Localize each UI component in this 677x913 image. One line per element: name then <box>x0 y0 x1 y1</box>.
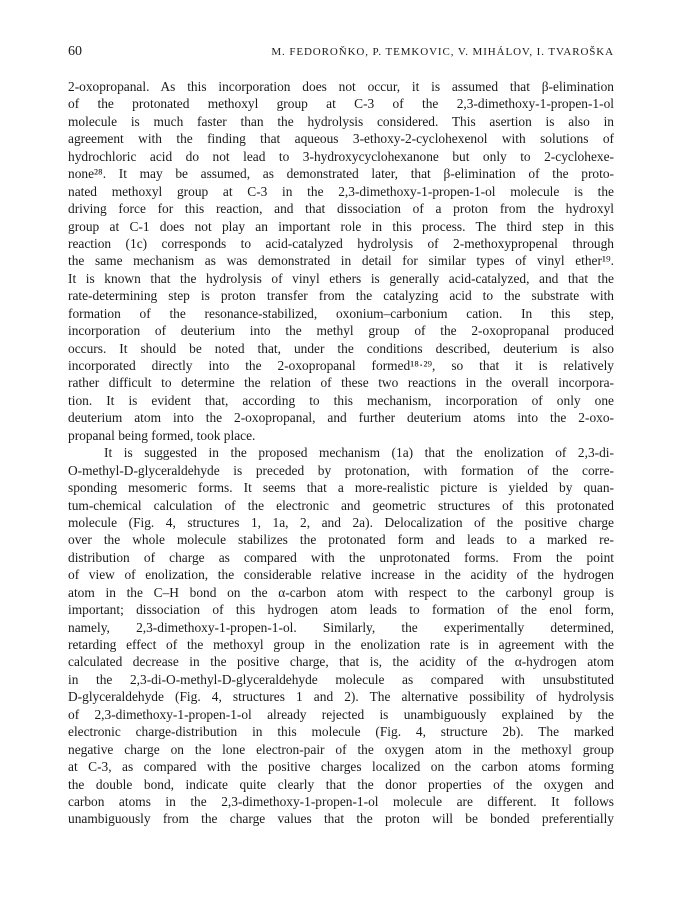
text-line: of the protonated methoxyl group at C-3 of the 2,3-dimethoxy-1-propen-1-ol <box>68 96 614 112</box>
text-line: agreement with the finding that aqueous 3-ethoxy-2-cyclohexenol with solutions of <box>68 131 614 147</box>
text-line: tion. It is evident that, according to this mechanism, incorporation of only one <box>68 392 614 408</box>
running-head-authors: M. FEDOROŇKO, P. TEMKOVIC, V. MIHÁLOV, I. TVAROŠKA <box>271 46 614 58</box>
text-line: atom in the C–H bond on the α-carbon atom with respect to the carbonyl group is <box>68 584 614 600</box>
text-line: 2-oxopropanal. As this incorporation does not occur, it is assumed that β-elimination <box>68 79 614 94</box>
text-line: rather difficult to determine the relation of these two reactions in the overall incorpora- <box>68 375 614 391</box>
text-line: incorporated directly into the 2-oxopropanal formed¹⁸·²⁹, so that it is relatively <box>68 358 614 373</box>
text-line: in the 2,3-di-O-methyl-D-glyceraldehyde molecule as compared with unsubstituted <box>68 671 614 687</box>
text-line: driving force for this reaction, and that dissociation of a proton from the hydroxyl <box>68 201 614 217</box>
paragraph-end-line: propanal being formed, took place. <box>68 427 256 443</box>
text-line: of 2,3-dimethoxy-1-propen-1-ol already rejected is unambiguously explained by the <box>68 706 614 722</box>
text-line: deuterium atom into the 2-oxopropanal, and further deuterium atoms into the 2-oxo- <box>68 410 614 426</box>
text-line: O-methyl-D-glyceraldehyde is preceded by protonation, with formation of the corre- <box>68 462 614 478</box>
text-line: molecule is much faster than the hydrolysis considered. This asertion is also in <box>68 113 614 129</box>
text-line: the same mechanism as was demonstrated in detail for similar types of vinyl ether¹⁹. <box>68 253 614 269</box>
text-line: of view of enolization, the considerable relative increase in the acidity of the hydrogen <box>68 567 614 583</box>
page-header <box>68 44 614 64</box>
text-line: retarding effect of the methoxyl group in the enolization rate is in agreement with the <box>68 637 614 652</box>
text-line: occurs. It should be noted that, under the conditions described, deuterium is also <box>68 340 614 356</box>
text-line: hydrochloric acid do not lead to 3-hydroxycyclohexanone but only to 2-cyclohexe- <box>68 148 614 164</box>
text-line: reaction (1c) corresponds to acid-catalyzed hydrolysis of 2-methoxypropenal through <box>68 235 614 251</box>
text-line: distribution of charge as compared with the unprotonated forms. From the point <box>68 549 614 565</box>
text-line: namely, 2,3-dimethoxy-1-propen-1-ol. Similarly, the experimentally determined, <box>68 619 614 635</box>
text-line: calculated decrease in the positive charge, that is, the acidity of the α-hydrogen atom <box>68 654 614 670</box>
text-line: over the whole molecule stabilizes the protonated form and leads to a marked re- <box>68 532 614 548</box>
text-line: carbon atoms in the 2,3-dimethoxy-1-propen-1-ol molecule are different. It follows <box>68 793 614 809</box>
text-line: unambiguously from the charge values that the proton will be bonded preferentially <box>68 811 614 827</box>
text-line: incorporation of deuterium into the methyl group of the 2-oxopropanal produced <box>68 323 614 339</box>
text-line: nated methoxyl group at C-3 in the 2,3-dimethoxy-1-propen-1-ol molecule is the <box>68 183 614 199</box>
text-line: group at C-1 does not play an important role in this process. The third step in this <box>68 218 614 234</box>
page-number: 60 <box>68 44 82 59</box>
text-line: electronic charge-distribution in this molecule (Fig. 4, structure 2b). The marked <box>68 724 614 740</box>
text-line: none²⁸. It may be assumed, as demonstrated later, that β-elimination of the proto- <box>68 166 614 182</box>
text-line: important; dissociation of this hydrogen atom leads to formation of the enol form, <box>68 602 614 618</box>
text-line: It is known that the hydrolysis of vinyl ethers is generally acid-catalyzed, and that the <box>68 270 614 286</box>
paragraph-start-line: It is suggested in the proposed mechanism (1a) that the enolization of 2,3-di- <box>104 445 614 461</box>
text-line: sponding mesomeric forms. It seems that a more-realistic picture is yielded by quan- <box>68 480 614 496</box>
body-text <box>68 78 614 828</box>
text-line: D-glyceraldehyde (Fig. 4, structures 1 and 2). The alternative possibility of hydrolysis <box>68 689 614 705</box>
text-line: negative charge on the lone electron-pair of the oxygen atom in the methoxyl group <box>68 741 614 757</box>
text-line: tum-chemical calculation of the electronic and geometric structures of this protonated <box>68 497 614 513</box>
text-line: the double bond, indicate quite clearly that the donor properties of the oxygen and <box>68 776 614 792</box>
text-line: molecule (Fig. 4, structures 1, 1a, 2, and 2a). Delocalization of the positive charge <box>68 514 614 530</box>
text-line: formation of the resonance-stabilized, oxonium–carbonium cation. In this step, <box>68 305 614 321</box>
text-line: rate-determining step is proton transfer from the catalyzing acid to the substrate with <box>68 288 614 304</box>
text-line: at C-3, as compared with the positive charges localized on the carbon atoms forming <box>68 759 614 775</box>
